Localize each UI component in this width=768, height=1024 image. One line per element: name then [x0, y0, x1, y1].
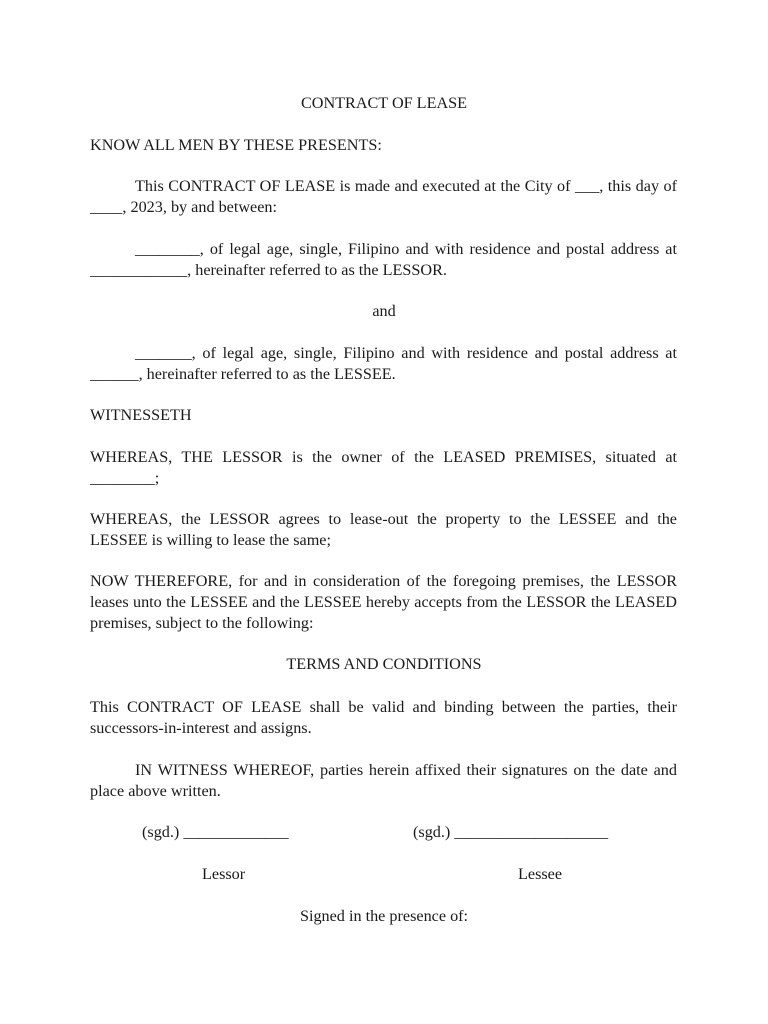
lessee-signature-line: (sgd.) ___________________: [413, 823, 609, 841]
lessee-party-paragraph: _______, of legal age, single, Filipino and with residence and postal address at ______, hereinafter referred to as the LESSEE.: [90, 344, 677, 383]
lessee-label: Lessee: [518, 865, 563, 883]
lessor-label: Lessor: [202, 865, 246, 883]
terms-paragraph: This CONTRACT OF LEASE shall be valid and binding between the parties, their successors-in-interest and assigns.: [90, 698, 677, 737]
in-witness-paragraph: IN WITNESS WHEREOF, parties herein affixed their signatures on the date and place above written.: [90, 761, 677, 800]
lessor-party-paragraph: ________, of legal age, single, Filipino and with residence and postal address at ____________, hereinafter referred to as the LESSOR.: [90, 240, 677, 279]
terms-heading: TERMS AND CONDITIONS: [286, 655, 482, 673]
opening-line: KNOW ALL MEN BY THESE PRESENTS:: [90, 136, 382, 154]
document-title: CONTRACT OF LEASE: [300, 94, 468, 112]
lessor-signature-line: (sgd.) _____________: [142, 823, 289, 841]
and-separator: and: [372, 302, 396, 320]
whereas-agreement-paragraph: WHEREAS, the LESSOR agrees to lease-out the property to the LESSEE and the LESSEE is willing to lease the same;: [90, 510, 677, 549]
now-therefore-paragraph: NOW THEREFORE, for and in consideration of the foregoing premises, the LESSOR leases unto the LESSEE and the LESSEE hereby accepts from the LESSOR the LEASED premises, subject to the following:: [90, 572, 677, 632]
intro-paragraph: This CONTRACT OF LEASE is made and executed at the City of ___, this day of ____, 2023, by and between:: [90, 177, 677, 216]
witnesseth-heading: WITNESSETH: [90, 406, 192, 424]
whereas-owner-paragraph: WHEREAS, THE LESSOR is the owner of the LEASED PREMISES, situated at ________;: [90, 448, 677, 487]
signed-in-presence-line: Signed in the presence of:: [299, 907, 469, 925]
